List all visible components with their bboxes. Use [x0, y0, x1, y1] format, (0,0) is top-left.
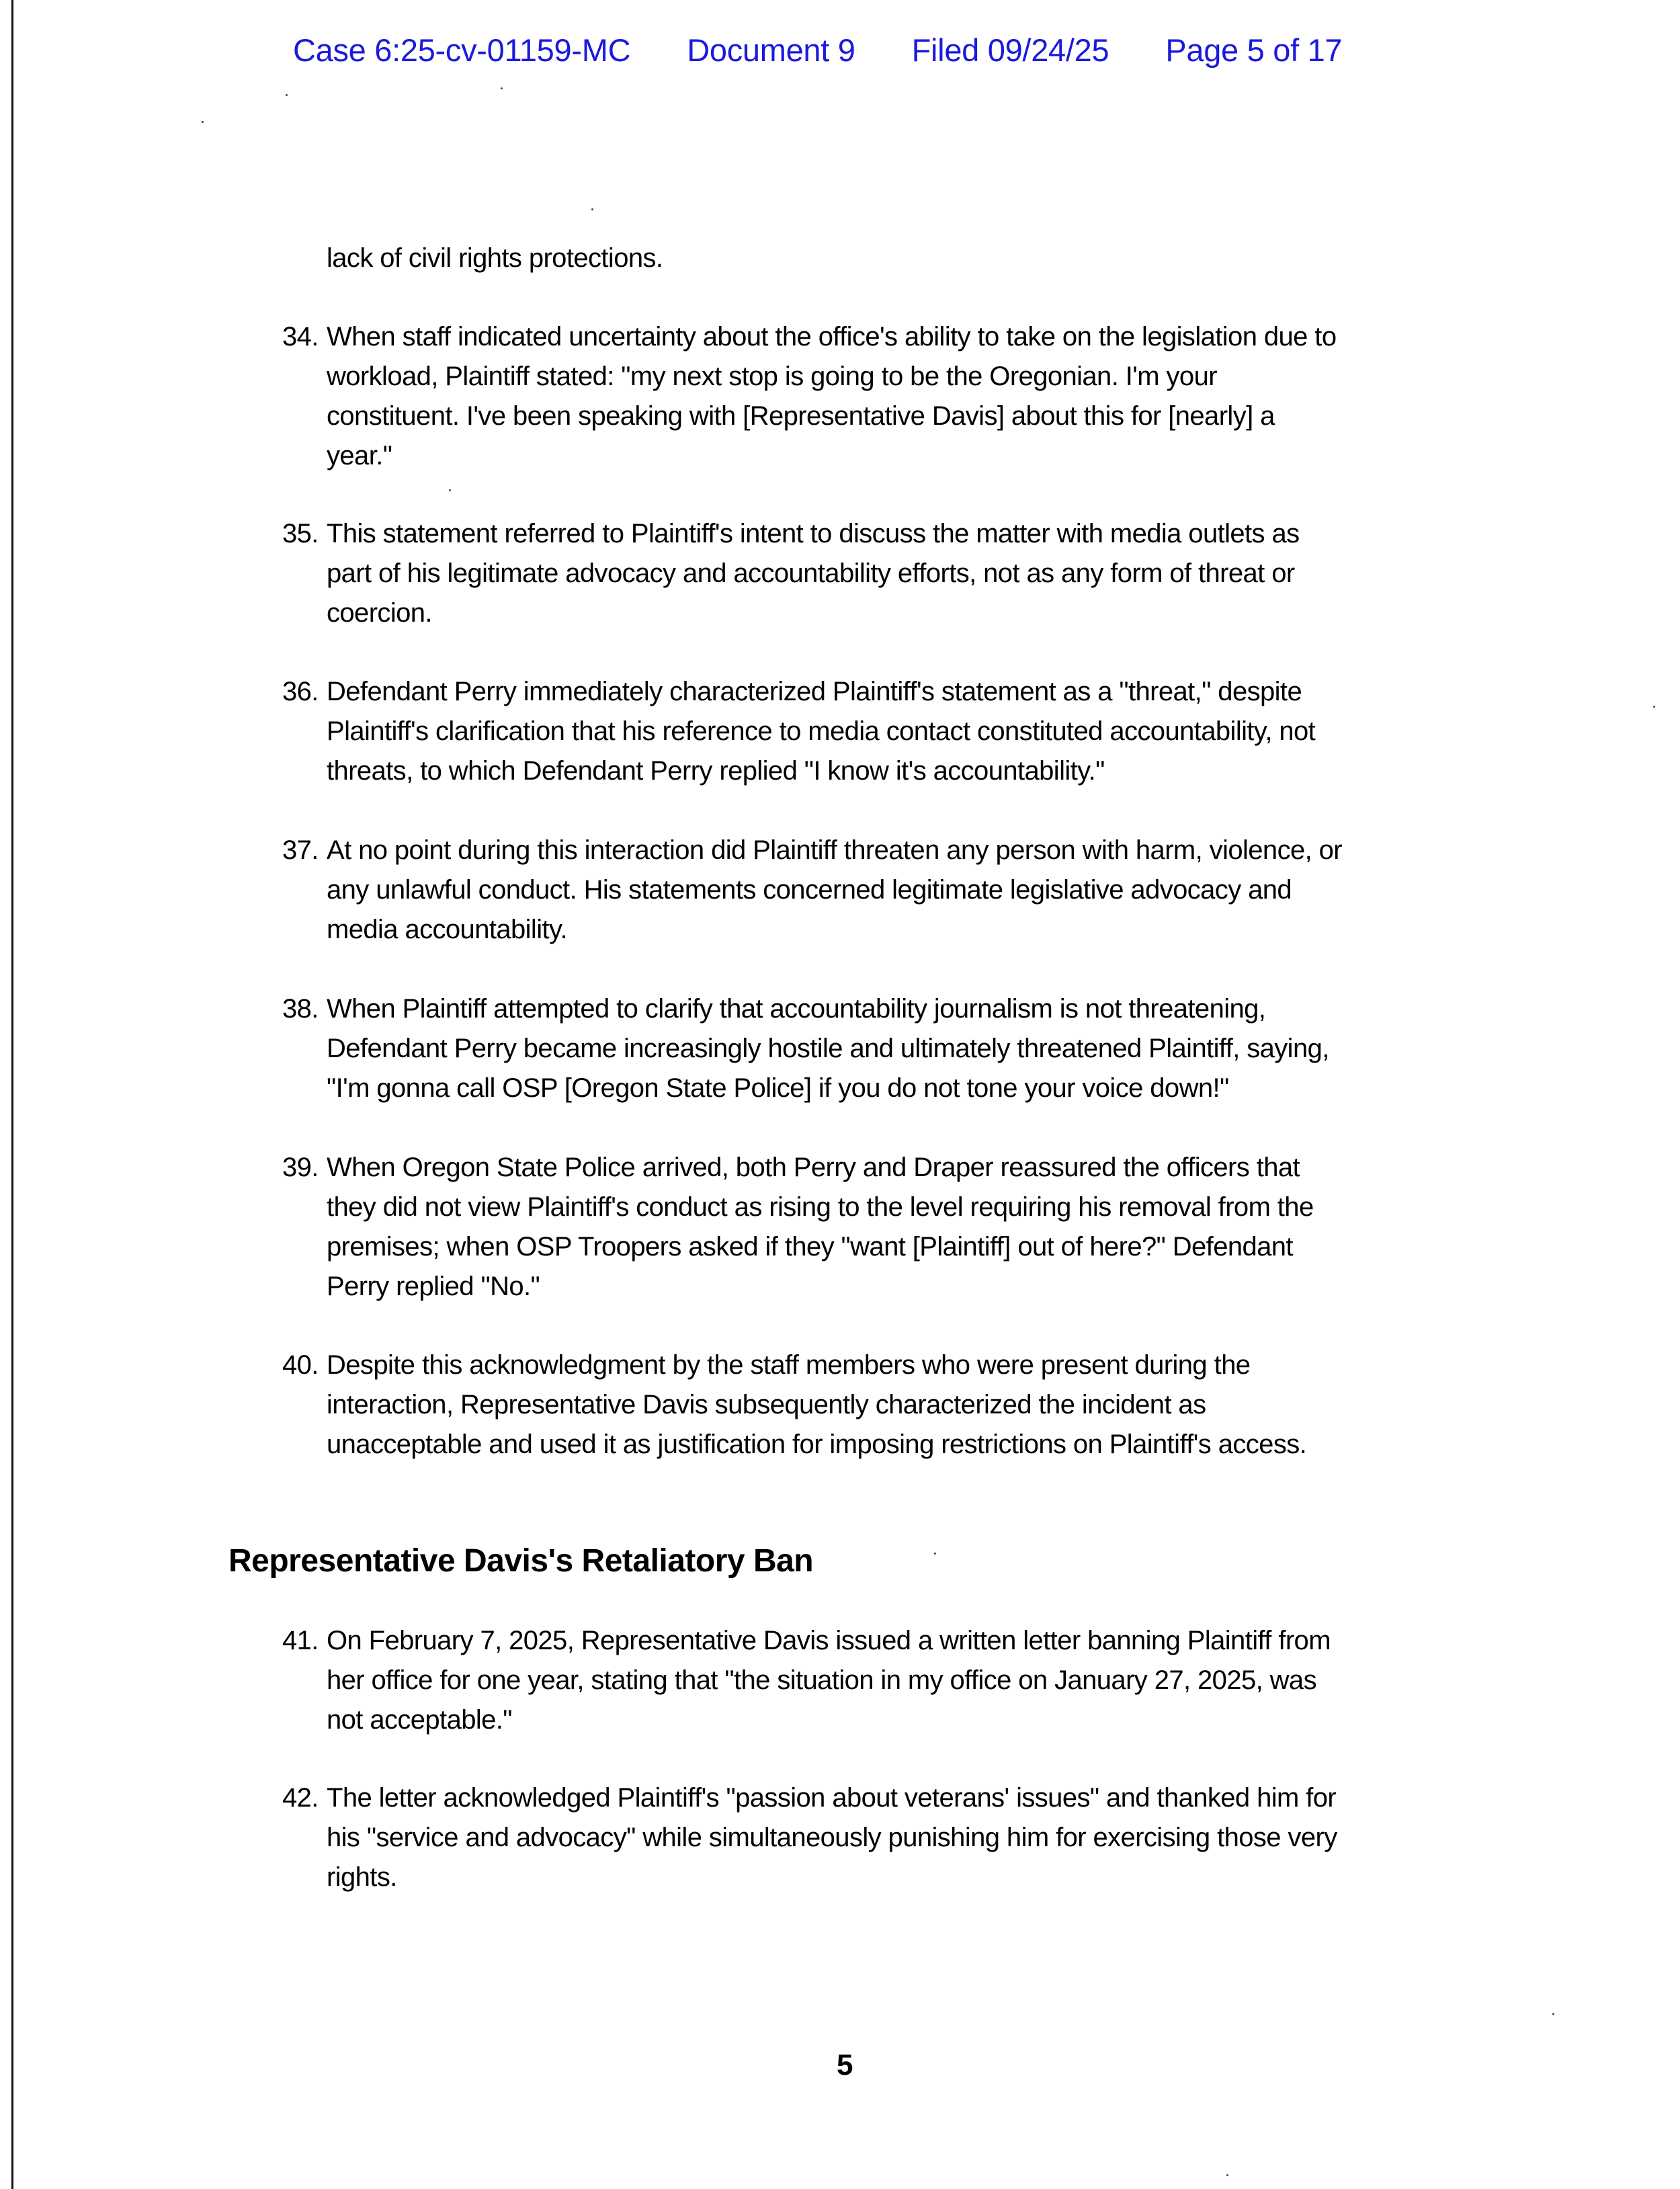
paragraph-line: Despite this acknowledgment by the staff members who were present during the	[327, 1350, 1251, 1380]
scan-speck	[286, 94, 288, 96]
paragraph-line: coercion.	[327, 598, 432, 628]
paragraph-line: year."	[327, 441, 392, 470]
paragraph-34	[282, 317, 1336, 476]
scan-speck	[202, 121, 204, 123]
paragraph-line: Defendant Perry immediately characterized Plaintiff's statement as a "threat," despite	[327, 677, 1302, 706]
paragraph-line: premises; when OSP Troopers asked if they "want [Plaintiff] out of here?" Defendant	[327, 1232, 1293, 1262]
paragraph-42	[282, 1778, 1337, 1897]
paragraph-number: 37.	[282, 835, 319, 865]
scan-speck	[1552, 2013, 1554, 2015]
paragraph-line: "I'm gonna call OSP [Oregon State Police] if you do not tone your voice down!"	[327, 1073, 1229, 1103]
scan-speck	[449, 489, 451, 491]
scan-margin-line	[11, 0, 13, 2189]
paragraph-line: Perry replied "No."	[327, 1272, 540, 1301]
paragraph-line: they did not view Plaintiff's conduct as rising to the level requiring his removal from the	[327, 1192, 1314, 1222]
paragraph-number: 35.	[282, 519, 319, 548]
paragraph-line: his "service and advocacy" while simultaneously punishing him for exercising those very	[327, 1823, 1337, 1852]
paragraph-41	[282, 1621, 1331, 1740]
continuation-text: lack of civil rights protections.	[327, 243, 663, 273]
page-indicator: Page 5 of 17	[1165, 32, 1343, 68]
paragraph-line: When Oregon State Police arrived, both Perry and Draper reassured the officers that	[327, 1153, 1300, 1182]
scan-speck	[501, 87, 503, 89]
page-number: 5	[837, 2049, 853, 2081]
paragraph-37	[282, 831, 1342, 950]
scan-speck	[591, 208, 593, 210]
paragraph-39	[282, 1148, 1314, 1307]
paragraph-line: workload, Plaintiff stated: "my next stop is going to be the Oregonian. I'm your	[327, 362, 1217, 391]
paragraph-number: 42.	[282, 1783, 319, 1813]
scan-speck	[1653, 706, 1655, 708]
paragraph-line: rights.	[327, 1862, 397, 1892]
paragraph-number: 40.	[282, 1350, 319, 1380]
paragraph-line: When Plaintiff attempted to clarify that accountability journalism is not threatening,	[327, 994, 1266, 1024]
paragraph-line: When staff indicated uncertainty about the office's ability to take on the legislation due to	[327, 322, 1337, 352]
case-number: Case 6:25-cv-01159-MC	[293, 32, 631, 68]
paragraph-40	[282, 1346, 1306, 1464]
paragraph-line: On February 7, 2025, Representative Davis issued a written letter banning Plaintiff from	[327, 1626, 1331, 1655]
ecf-header	[293, 30, 1342, 70]
paragraph-number: 41.	[282, 1626, 319, 1655]
paragraph-number: 34.	[282, 322, 319, 352]
paragraph-38	[282, 989, 1329, 1108]
paragraph-line: media accountability.	[327, 915, 567, 944]
document-number: Document 9	[687, 32, 855, 68]
paragraph-line: Defendant Perry became increasingly hostile and ultimately threatened Plaintiff, saying,	[327, 1034, 1329, 1063]
scan-speck	[1226, 2174, 1228, 2176]
paragraph-line: part of his legitimate advocacy and accountability efforts, not as any form of threat or	[327, 559, 1295, 588]
paragraph-line: constituent. I've been speaking with [Representative Davis] about this for [nearly] a	[327, 401, 1275, 431]
paragraph-36	[282, 672, 1315, 791]
paragraph-35	[282, 514, 1300, 633]
paragraph-number: 39.	[282, 1153, 319, 1182]
paragraph-number: 36.	[282, 677, 319, 706]
paragraph-line: her office for one year, stating that "the situation in my office on January 27, 2025, was	[327, 1665, 1316, 1695]
scan-speck	[934, 1553, 936, 1555]
paragraph-line: unacceptable and used it as justification for imposing restrictions on Plaintiff's access.	[327, 1430, 1307, 1459]
filed-date: Filed 09/24/25	[911, 32, 1109, 68]
paragraph-line: Plaintiff's clarification that his reference to media contact constituted accountability, not	[327, 716, 1316, 746]
section-heading: Representative Davis's Retaliatory Ban	[228, 1543, 814, 1579]
paragraph-line: any unlawful conduct. His statements concerned legitimate legislative advocacy and	[327, 875, 1292, 905]
paragraph-line: This statement referred to Plaintiff's intent to discuss the matter with media outlets as	[327, 519, 1300, 548]
paragraph-line: At no point during this interaction did Plaintiff threaten any person with harm, violence, or	[327, 835, 1343, 865]
paragraph-number: 38.	[282, 994, 319, 1024]
paragraph-line: threats, to which Defendant Perry replied "I know it's accountability."	[327, 756, 1105, 786]
paragraph-line: interaction, Representative Davis subsequently characterized the incident as	[327, 1390, 1206, 1419]
paragraph-line: not acceptable."	[327, 1705, 512, 1735]
paragraph-line: The letter acknowledged Plaintiff's "passion about veterans' issues" and thanked him for	[327, 1783, 1337, 1813]
